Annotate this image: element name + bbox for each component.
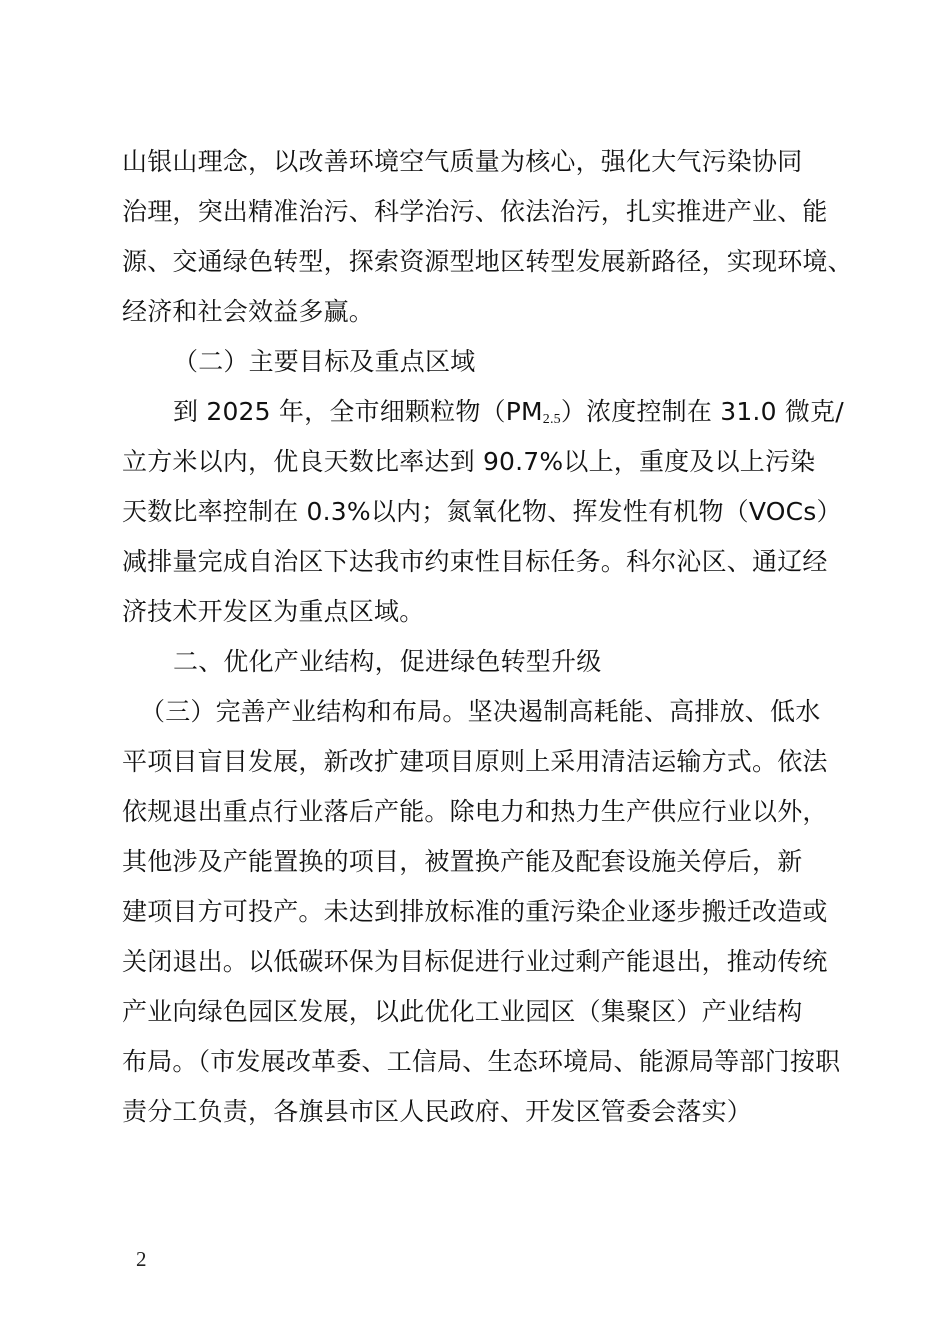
paragraph-line: 产业向绿色园区发展，以此优化工业园区（集聚区）产业结构 [122, 997, 803, 1026]
paragraph-text: 到 2025 年，全市细颗粒物（PM [173, 397, 543, 426]
paragraph-line: 山银山理念，以改善环境空气质量为核心，强化大气污染协同 [122, 147, 803, 176]
paragraph-line: 建项目方可投产。未达到排放标准的重污染企业逐步搬迁改造或 [122, 897, 828, 926]
paragraph-line: 立方米以内，优良天数比率达到 90.7%以上，重度及以上污染 [122, 447, 816, 476]
paragraph-line: 其他涉及产能置换的项目，被置换产能及配套设施关停后，新 [122, 847, 803, 876]
paragraph-line: 关闭退出。以低碳环保为目标促进行业过剩产能退出，推动传统 [122, 947, 828, 976]
paragraph-line: 责分工负责，各旗县市区人民政府、开发区管委会落实） [122, 1097, 753, 1126]
paragraph-line [173, 396, 844, 436]
paragraph-text: ）浓度控制在 31.0 微克/ [560, 397, 844, 426]
section-heading: （二）主要目标及重点区域 [173, 347, 476, 376]
subscript-text: 2.5 [542, 412, 561, 427]
paragraph-line: 减排量完成自治区下达我市约束性目标任务。科尔沁区、通辽经 [122, 547, 828, 576]
paragraph-line: 依规退出重点行业落后产能。除电力和热力生产供应行业以外， [122, 797, 828, 826]
page-number: 2 [136, 1247, 147, 1271]
paragraph-line: 济技术开发区为重点区域。 [122, 597, 425, 626]
chapter-heading: 二、优化产业结构，促进绿色转型升级 [173, 647, 602, 676]
paragraph-line: 平项目盲目发展，新改扩建项目原则上采用清洁运输方式。依法 [122, 747, 828, 776]
paragraph-line: 源、交通绿色转型，探索资源型地区转型发展新路径，实现环境、 [122, 247, 853, 276]
paragraph-line: 经济和社会效益多赢。 [122, 297, 375, 326]
paragraph-line: （三）完善产业结构和布局。坚决遏制高耗能、高排放、低水 [140, 697, 821, 726]
paragraph-line: 天数比率控制在 0.3%以内；氮氧化物、挥发性有机物（VOCs） [122, 497, 842, 526]
paragraph-line: 布局。（市发展改革委、工信局、生态环境局、能源局等部门按职 [122, 1047, 841, 1076]
paragraph-line: 治理，突出精准治污、科学治污、依法治污，扎实推进产业、能 [122, 197, 828, 226]
